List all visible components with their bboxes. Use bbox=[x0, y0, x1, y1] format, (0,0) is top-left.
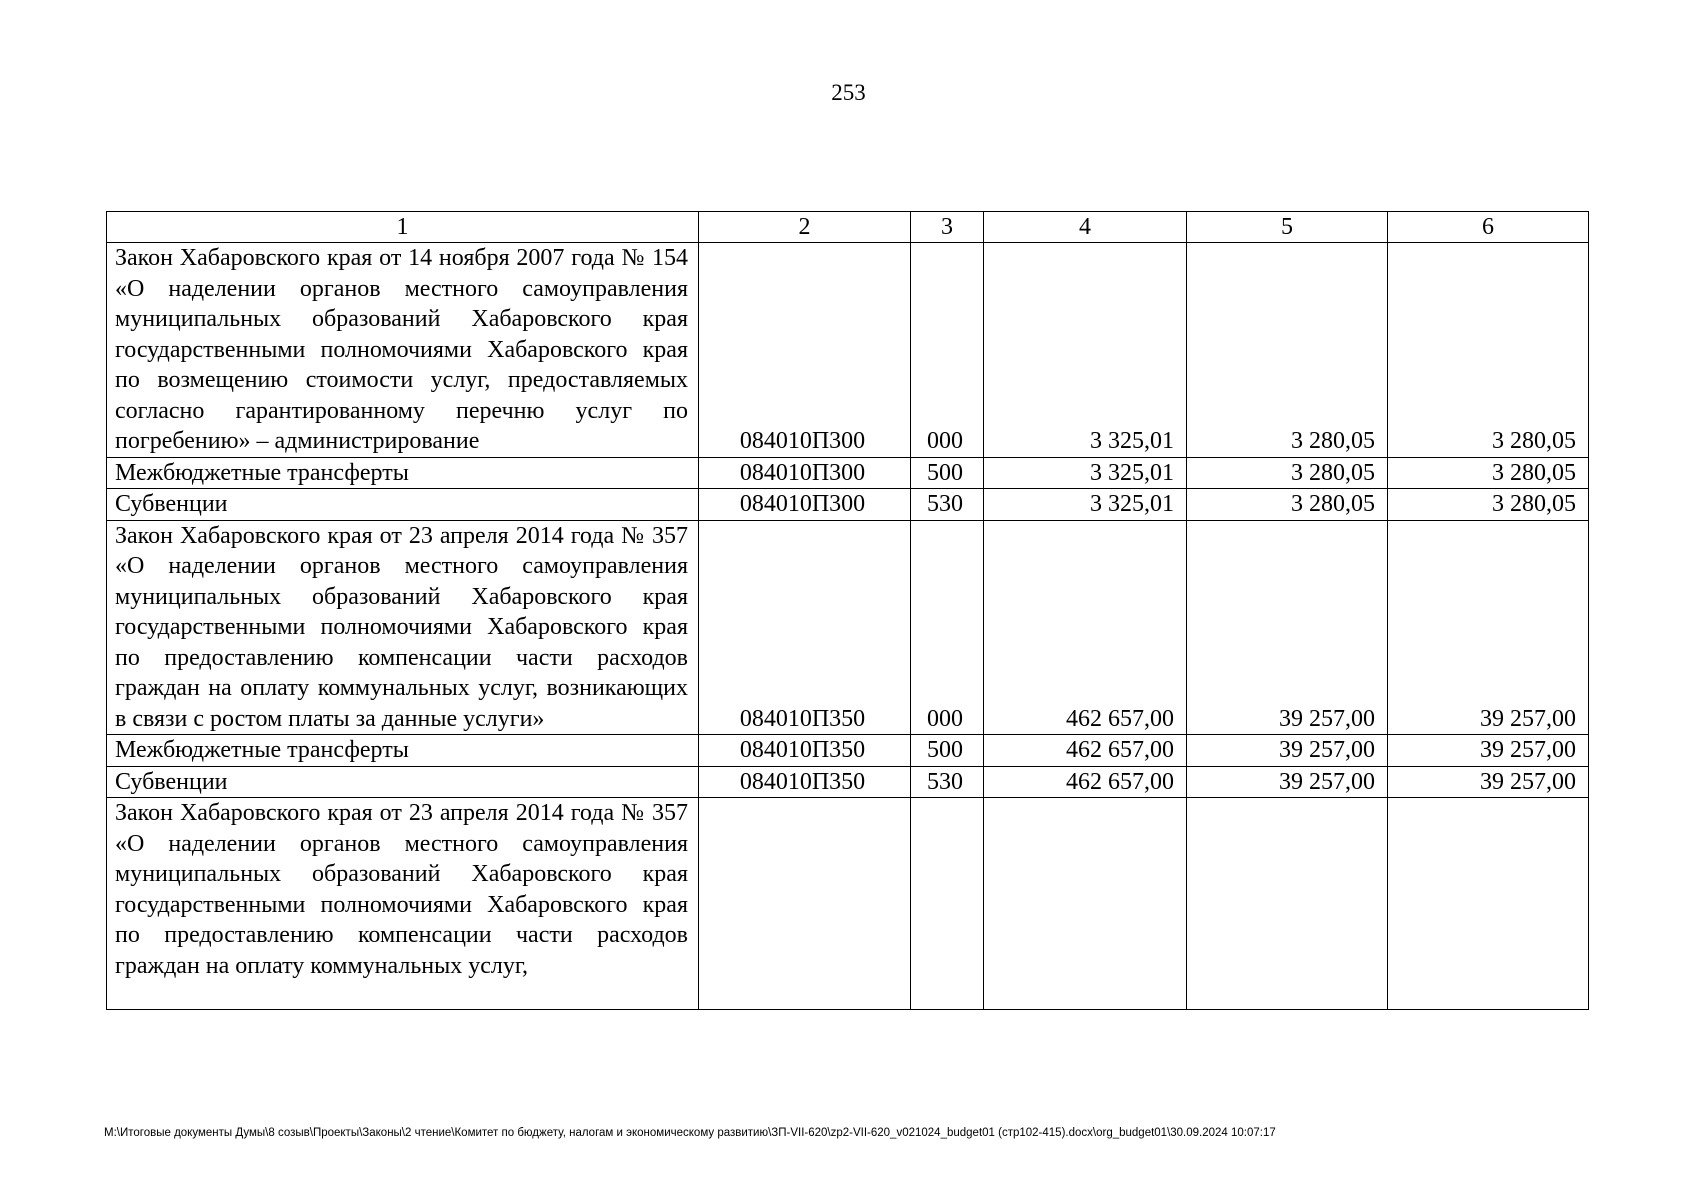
amount-col6: 3 280,05 bbox=[1388, 243, 1589, 458]
row-description: Закон Хабаровского края от 14 ноября 2007 года № 154 «О наделении органов местного самоуправления муниципальных образований Хабаровского края государственными полномочиями Хабаровского края по возмещению стоимости услуг, предоставляемых согласно гарантированному перечню услуг по погребению» – администрирование bbox=[107, 243, 699, 458]
table-row bbox=[107, 798, 1589, 1010]
amount-col5: 3 280,05 bbox=[1187, 489, 1388, 521]
expense-type: 530 bbox=[911, 489, 984, 521]
amount-col5: 3 280,05 bbox=[1187, 243, 1388, 458]
amount-col6: 39 257,00 bbox=[1388, 766, 1589, 798]
column-header: 5 bbox=[1187, 212, 1388, 243]
budget-table bbox=[106, 211, 1589, 1010]
expense-type: 500 bbox=[911, 457, 984, 489]
file-path-footer: M:\Итоговые документы Думы\8 созыв\Проекты\Законы\2 чтение\Комитет по бюджету, налогам и экономическому развитию\ЗП-VII-620\zp2-VII-620_v021024_budget01 (стр102-415).docx\org_budget01\30.09.2024 10:07:17 bbox=[104, 1127, 1276, 1139]
target-code bbox=[699, 798, 911, 1010]
target-code: 084010П350 bbox=[699, 766, 911, 798]
expense-type: 500 bbox=[911, 735, 984, 767]
amount-col6: 39 257,00 bbox=[1388, 520, 1589, 735]
amount-col6: 3 280,05 bbox=[1388, 457, 1589, 489]
amount-col4: 462 657,00 bbox=[984, 520, 1187, 735]
expense-type bbox=[911, 798, 984, 1010]
row-description: Субвенции bbox=[107, 766, 699, 798]
amount-col6: 39 257,00 bbox=[1388, 735, 1589, 767]
amount-col4: 3 325,01 bbox=[984, 243, 1187, 458]
row-description: Межбюджетные трансферты bbox=[107, 457, 699, 489]
amount-col4: 462 657,00 bbox=[984, 766, 1187, 798]
column-header: 6 bbox=[1388, 212, 1589, 243]
target-code: 084010П350 bbox=[699, 520, 911, 735]
amount-col5 bbox=[1187, 798, 1388, 1010]
table-row bbox=[107, 766, 1589, 798]
row-description: Закон Хабаровского края от 23 апреля 2014 года № 357 «О наделении органов местного самоуправления муниципальных образований Хабаровского края государственными полномочиями Хабаровского края по предоставлению компенсации части расходов граждан на оплату коммунальных услуг, bbox=[107, 798, 699, 1010]
table-row bbox=[107, 489, 1589, 521]
amount-col4 bbox=[984, 798, 1187, 1010]
table-row bbox=[107, 520, 1589, 735]
amount-col5: 3 280,05 bbox=[1187, 457, 1388, 489]
expense-type: 530 bbox=[911, 766, 984, 798]
amount-col5: 39 257,00 bbox=[1187, 766, 1388, 798]
expense-type: 000 bbox=[911, 520, 984, 735]
table-row bbox=[107, 457, 1589, 489]
amount-col4: 3 325,01 bbox=[984, 457, 1187, 489]
row-description: Межбюджетные трансферты bbox=[107, 735, 699, 767]
amount-col6 bbox=[1388, 798, 1589, 1010]
column-header: 3 bbox=[911, 212, 984, 243]
table-row bbox=[107, 735, 1589, 767]
row-description: Субвенции bbox=[107, 489, 699, 521]
table-header-row bbox=[107, 212, 1589, 243]
amount-col4: 3 325,01 bbox=[984, 489, 1187, 521]
amount-col6: 3 280,05 bbox=[1388, 489, 1589, 521]
target-code: 084010П300 bbox=[699, 243, 911, 458]
target-code: 084010П300 bbox=[699, 457, 911, 489]
amount-col5: 39 257,00 bbox=[1187, 735, 1388, 767]
column-header: 2 bbox=[699, 212, 911, 243]
target-code: 084010П350 bbox=[699, 735, 911, 767]
column-header: 4 bbox=[984, 212, 1187, 243]
expense-type: 000 bbox=[911, 243, 984, 458]
table-row bbox=[107, 243, 1589, 458]
page-number: 253 bbox=[831, 80, 866, 105]
column-header: 1 bbox=[107, 212, 699, 243]
target-code: 084010П300 bbox=[699, 489, 911, 521]
amount-col5: 39 257,00 bbox=[1187, 520, 1388, 735]
amount-col4: 462 657,00 bbox=[984, 735, 1187, 767]
row-description: Закон Хабаровского края от 23 апреля 2014 года № 357 «О наделении органов местного самоуправления муниципальных образований Хабаровского края государственными полномочиями Хабаровского края по предоставлению компенсации части расходов граждан на оплату коммунальных услуг, возникающих в связи с ростом платы за данные услуги» bbox=[107, 520, 699, 735]
